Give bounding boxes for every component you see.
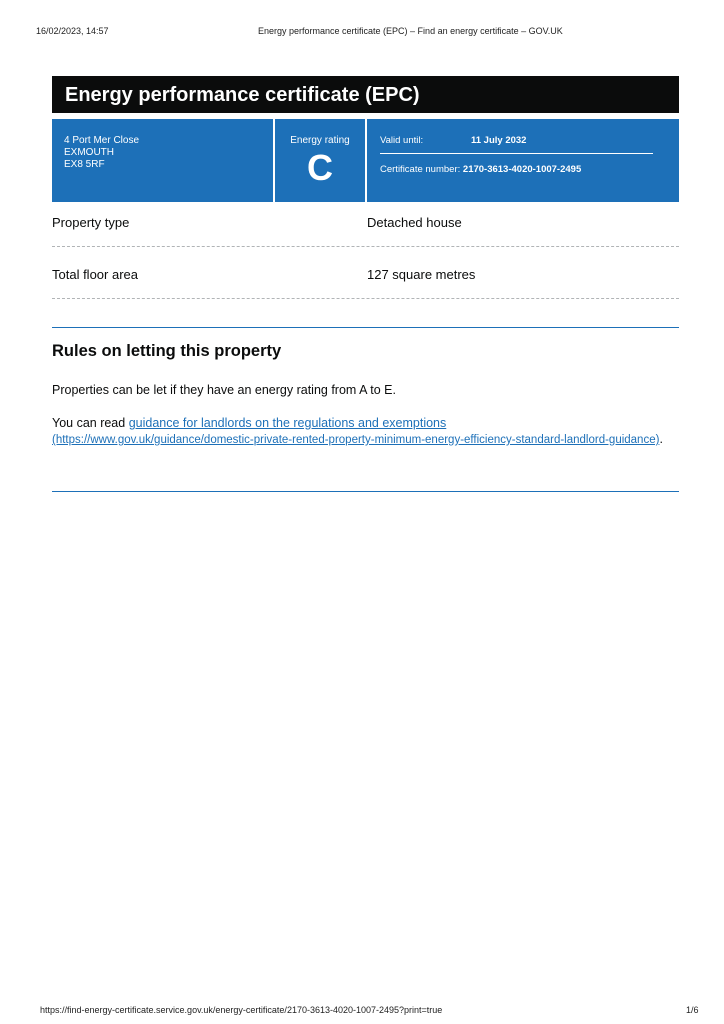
guidance-prefix: You can read	[52, 416, 129, 430]
certificate-number-row	[380, 164, 581, 175]
certificate-details	[367, 119, 679, 202]
guidance-url-link[interactable]: (https://www.gov.uk/guidance/domestic-private-rented-property-minimum-energy-efficiency-standard-landlord-guidance)	[52, 434, 660, 446]
floor-area-label: Total floor area	[52, 267, 138, 282]
valid-until-label: Valid until:	[380, 135, 424, 146]
section-divider	[52, 491, 679, 492]
print-page-title: Energy performance certificate (EPC) – Find an energy certificate – GOV.UK	[258, 26, 563, 36]
certificate-number-value: 2170-3613-4020-1007-2495	[462, 164, 582, 175]
property-type-label: Property type	[52, 215, 130, 230]
row-divider	[52, 298, 679, 299]
address-line-2: EXMOUTH	[64, 147, 114, 158]
epc-summary-box	[52, 119, 679, 202]
certificate-number-label: Certificate number:	[380, 164, 461, 175]
details-divider	[380, 153, 653, 154]
energy-rating-label: Energy rating	[290, 135, 350, 146]
address-line-3: EX8 5RF	[64, 159, 105, 170]
row-divider	[52, 246, 679, 247]
print-datetime: 16/02/2023, 14:57	[36, 26, 109, 36]
print-url: https://find-energy-certificate.service.gov.uk/energy-certificate/2170-3613-4020-1007-2495?print=true	[40, 1005, 443, 1015]
page-title: Energy performance certificate (EPC)	[52, 76, 679, 113]
letting-paragraph: Properties can be let if they have an energy rating from A to E.	[52, 383, 396, 397]
address-line-1: 4 Port Mer Close	[64, 135, 140, 146]
guidance-suffix: .	[659, 432, 663, 446]
print-page-number: 1/6	[686, 1005, 699, 1015]
energy-rating-block	[275, 119, 367, 202]
letting-heading: Rules on letting this property	[52, 342, 282, 360]
valid-until-value: 11 July 2032	[471, 135, 527, 146]
guidance-paragraph	[52, 415, 682, 448]
guidance-link[interactable]: guidance for landlords on the regulations and exemptions	[128, 416, 447, 430]
address-block	[52, 119, 275, 202]
section-divider	[52, 327, 679, 328]
valid-until-row	[380, 135, 527, 146]
property-type-value: Detached house	[367, 215, 462, 230]
floor-area-value: 127 square metres	[367, 267, 476, 282]
energy-rating-letter: C	[307, 147, 333, 188]
